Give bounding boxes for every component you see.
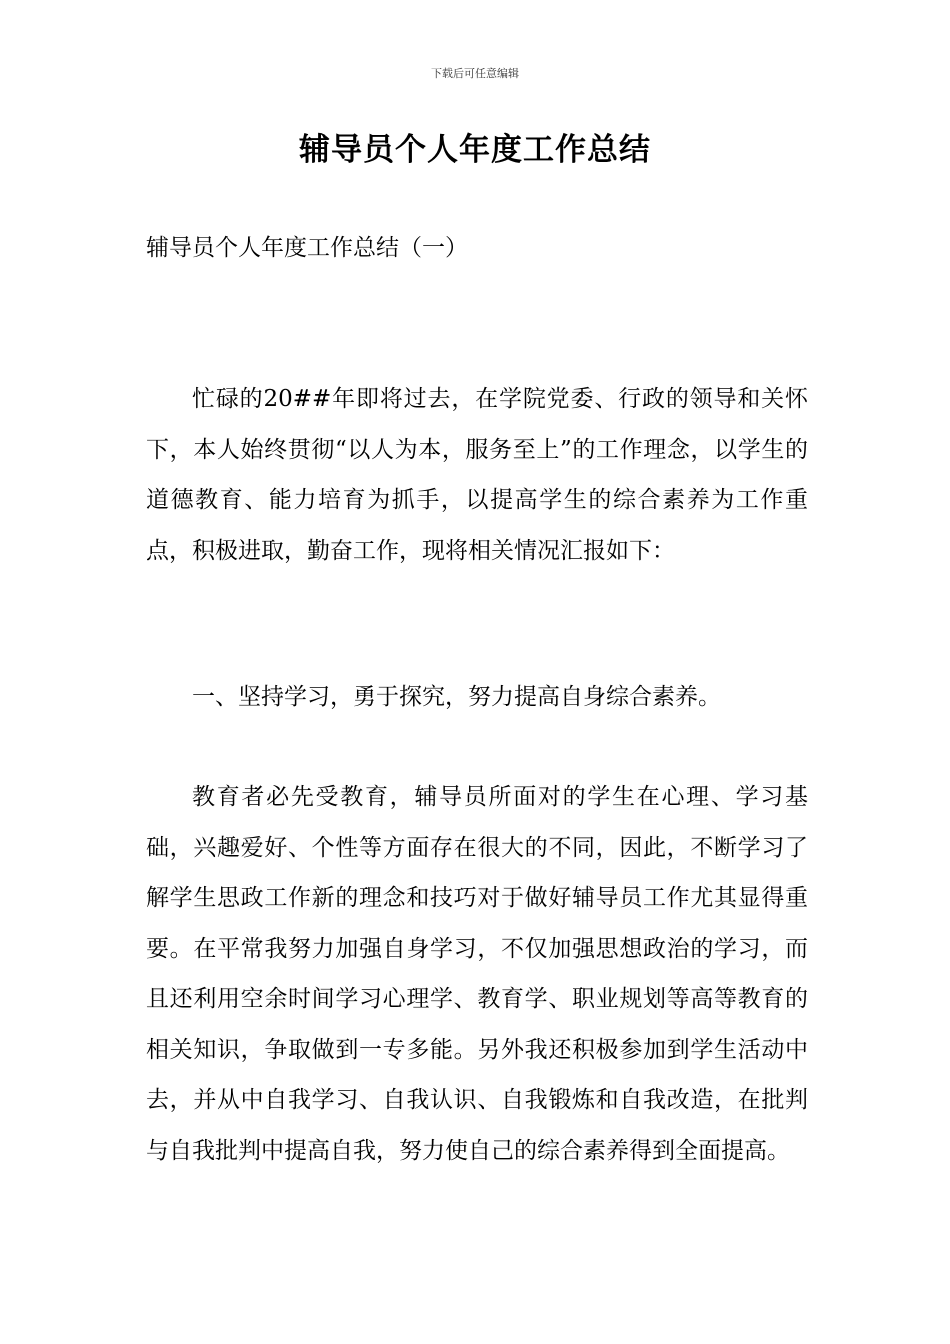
paragraph-section-1-body: 教育者必先受教育，辅导员所面对的学生在心理、学习基础，兴趣爱好、个性等方面存在很大的不同，因此，不断学习了解学生思政工作新的理念和技巧对于做好辅导员工作尤其显得重要。在平常我努力加强自身学习，不仅加强思想政治的学习，而且还利用空余时间学习心理学、教育学、职业规划等高等教育的相关知识，争取做到一专多能。另外我还积极参加到学生活动中去，并从中自我学习、自我认识、自我锻炼和自我改造，在批判与自我批判中提高自我，努力使自己的综合素养得到全面提高。 xyxy=(146,784,808,1164)
document-subtitle: 辅导员个人年度工作总结（一） xyxy=(146,235,468,261)
paragraph-intro: 忙碌的20##年即将过去，在学院党委、行政的领导和关怀下，本人始终贯彻“以人为本，服务至上”的工作理念，以学生的道德教育、能力培育为抓手，以提高学生的综合素养为工作重点，积极进取，勤奋工作，现将相关情况汇报如下： xyxy=(146,386,808,564)
section-heading-1: 一、坚持学习，勇于探究，努力提高自身综合素养。 xyxy=(192,684,721,710)
header-note: 下载后可任意编辑 xyxy=(431,67,519,80)
document-title: 辅导员个人年度工作总结 xyxy=(299,132,651,168)
